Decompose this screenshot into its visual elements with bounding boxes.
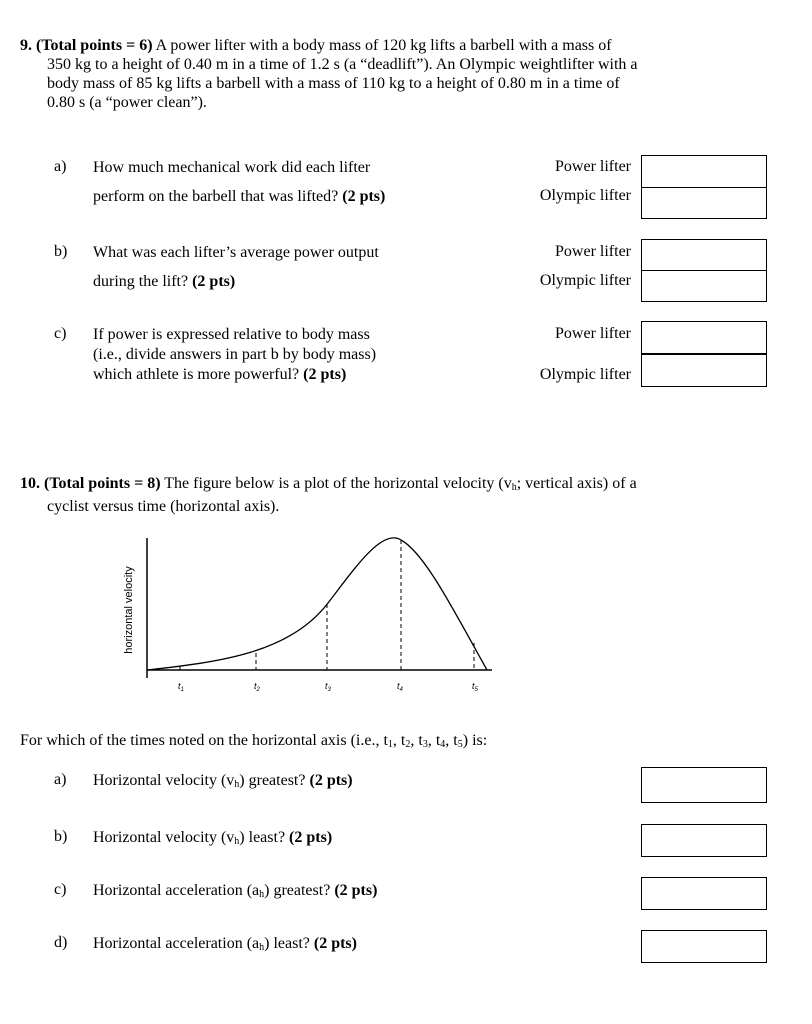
tick-label-t5: $t_5$ bbox=[472, 681, 478, 693]
q9a-letter: a) bbox=[54, 158, 67, 175]
q10d-answer-box[interactable] bbox=[641, 930, 767, 963]
q9c-line3 bbox=[93, 365, 346, 384]
q10c-letter: c) bbox=[54, 881, 67, 898]
q10-number: 10. bbox=[20, 475, 40, 492]
q9a-olympic-answer-box[interactable] bbox=[641, 187, 767, 219]
q10-prompt-sub-2: 2 bbox=[405, 739, 411, 750]
q9c-line2: (i.e., divide answers in part b by body mass) bbox=[93, 346, 377, 363]
q9b-line2 bbox=[93, 272, 235, 291]
q10a-letter: a) bbox=[54, 771, 67, 788]
q9-line2: 350 kg to a height of 0.40 m in a time of 1.2 s (a “deadlift”). An Olympic weightlifter with a bbox=[47, 56, 638, 73]
q9a-line2 bbox=[93, 187, 385, 206]
q9-statement bbox=[20, 36, 800, 112]
q9-number: 9. bbox=[20, 37, 32, 54]
q10b-letter: b) bbox=[54, 828, 68, 845]
q10d-text: Horizontal acceleration (ah) least? (2 pts) bbox=[93, 935, 357, 953]
q9c-line3-text: which athlete is more powerful? bbox=[93, 366, 300, 383]
q9b-pts: (2 pts) bbox=[192, 273, 236, 290]
q10-line2: cyclist versus time (horizontal axis). bbox=[47, 498, 280, 515]
q9c-letter: c) bbox=[54, 325, 67, 342]
q9a-label-olympic: Olympic lifter bbox=[539, 187, 631, 204]
q10-prompt-end: ) is: bbox=[462, 732, 488, 749]
tick-label-t3: $t_3$ bbox=[325, 681, 331, 693]
tick-label-t4: $t_4$ bbox=[397, 681, 403, 693]
y-axis-label: horizontal velocity bbox=[123, 566, 135, 654]
q10-statement bbox=[20, 474, 800, 516]
q9a-power-answer-box[interactable] bbox=[641, 155, 767, 188]
q10b-answer-box[interactable] bbox=[641, 824, 767, 857]
q9c-label-power: Power lifter bbox=[555, 325, 631, 342]
q10-prompt-sub-1: 1 bbox=[387, 739, 393, 750]
q9c-olympic-answer-box[interactable] bbox=[641, 354, 767, 387]
q10-prompt-text: For which of the times noted on the horizontal axis (i.e., t bbox=[20, 732, 388, 749]
velocity-figure bbox=[110, 528, 510, 708]
q10-prompt-sub-4: 4 bbox=[440, 739, 446, 750]
q9a-line1: How much mechanical work did each lifter bbox=[93, 159, 371, 176]
q10-prompt-sub-3: 3 bbox=[422, 739, 428, 750]
q10-line1a: The figure below is a plot of the horizontal velocity (v bbox=[164, 475, 512, 492]
q9c-pts: (2 pts) bbox=[303, 366, 347, 383]
q9a-label-power: Power lifter bbox=[555, 158, 631, 175]
q9c-power-answer-box[interactable] bbox=[641, 321, 767, 354]
q9b-letter: b) bbox=[54, 243, 68, 260]
q9-line4: 0.80 s (a “power clean”). bbox=[47, 94, 207, 111]
q9b-line2-text: during the lift? bbox=[93, 273, 189, 290]
q10-line1-sub: h bbox=[511, 482, 517, 493]
q10d-letter: d) bbox=[54, 934, 68, 951]
tick-label-t1: $t_1$ bbox=[178, 681, 184, 693]
q9-line3: body mass of 85 kg lifts a barbell with a mass of 110 kg to a height of 0.80 m in a time of bbox=[47, 75, 620, 92]
tick-label-t2: $t_2$ bbox=[254, 681, 260, 693]
q9c-label-olympic: Olympic lifter bbox=[539, 366, 631, 383]
q10c-answer-box[interactable] bbox=[641, 877, 767, 910]
q9c-line1: If power is expressed relative to body mass bbox=[93, 326, 370, 343]
q9b-power-answer-box[interactable] bbox=[641, 239, 767, 272]
q10-prompt: For which of the times noted on the horizontal axis (i.e., t1, t2, t3, t4, t5) is: bbox=[20, 732, 488, 750]
q9a-line2-text: perform on the barbell that was lifted? bbox=[93, 188, 339, 205]
q10c-text: Horizontal acceleration (ah) greatest? (2 pts) bbox=[93, 882, 378, 900]
q9b-olympic-answer-box[interactable] bbox=[641, 270, 767, 302]
q9b-label-power: Power lifter bbox=[555, 243, 631, 260]
q10-points: (Total points = 8) bbox=[44, 475, 161, 492]
q9-points: (Total points = 6) bbox=[36, 37, 153, 54]
q10-prompt-sub-5: 5 bbox=[457, 739, 463, 750]
q9b-line1: What was each lifter’s average power output bbox=[93, 244, 379, 261]
q10b-text: Horizontal velocity (vh) least? (2 pts) bbox=[93, 829, 333, 847]
q10-line1b: ; vertical axis) of a bbox=[516, 475, 637, 492]
q10a-answer-box[interactable] bbox=[641, 767, 767, 803]
q9-line1: A power lifter with a body mass of 120 kg lifts a barbell with a mass of bbox=[155, 37, 612, 54]
q9b-label-olympic: Olympic lifter bbox=[539, 272, 631, 289]
q10a-text: Horizontal velocity (vh) greatest? (2 pts) bbox=[93, 772, 353, 790]
q9a-pts: (2 pts) bbox=[342, 188, 386, 205]
